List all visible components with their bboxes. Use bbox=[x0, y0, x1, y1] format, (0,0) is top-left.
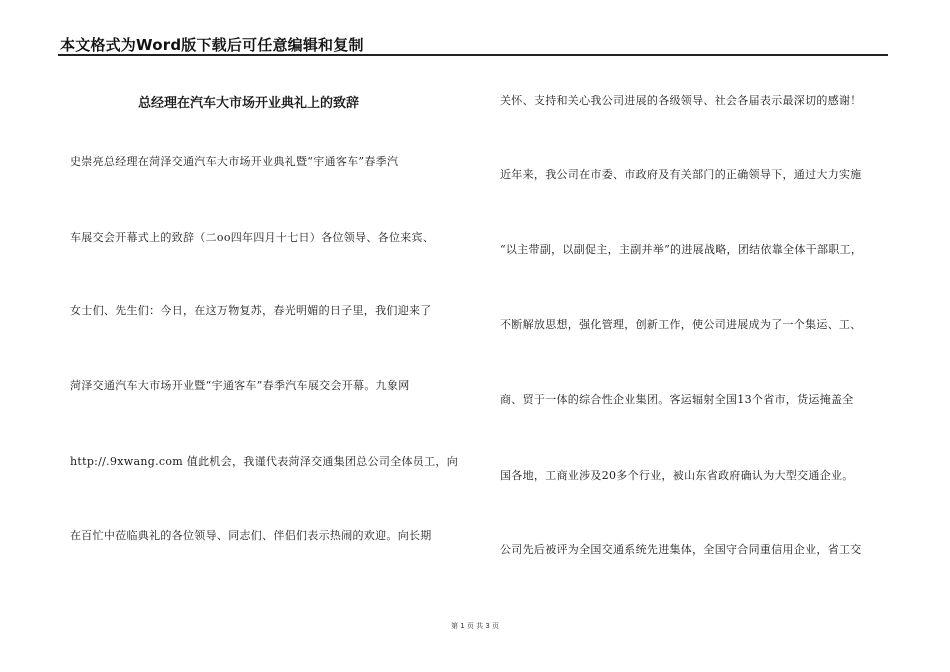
page-number: 第 1 页 共 3 页 bbox=[450, 622, 500, 630]
body-line: 史崇亮总经理在菏泽交通汽车大市场开业典礼暨“宇通客车”春季汽 bbox=[70, 155, 399, 168]
body-line: 菏泽交通汽车大市场开业暨“宇通客车”春季汽车展交会开幕。九象网 bbox=[70, 379, 410, 392]
download-banner: 本文格式为Word版下载后可任意编辑和复制 bbox=[60, 36, 364, 54]
document-title: 总经理在汽车大市场开业典礼上的致辞 bbox=[138, 96, 360, 111]
body-line: 公司先后被评为全国交通系统先进集体，全国守合同重信用企业，省工交 bbox=[500, 543, 862, 556]
body-line: 商、贸于一体的综合性企业集团。客运辐射全国13个省市，货运掩盖全 bbox=[500, 393, 854, 406]
body-line: “以主带副，以副促主，主副并举”的进展战略，团结依靠全体干部职工， bbox=[500, 243, 863, 256]
body-line: http://.9xwang.com 值此机会，我谨代表菏泽交通集团总公司全体员工，向 bbox=[70, 455, 458, 468]
body-line: 近年来，我公司在市委、市政府及有关部门的正确领导下，通过大力实施 bbox=[500, 168, 862, 181]
body-line: 在百忙中莅临典礼的各位领导、同志们、伴侣们表示热闹的欢迎。向长期 bbox=[70, 529, 432, 542]
body-line: 不断解放思想，强化管理，创新工作，使公司进展成为了一个集运、工、 bbox=[500, 318, 862, 331]
banner-divider bbox=[58, 54, 888, 56]
body-line: 国各地，工商业涉及20多个行业，被山东省政府确认为大型交通企业。 bbox=[500, 469, 854, 482]
body-line: 女士们、先生们：今日，在这万物复苏，春光明媚的日子里，我们迎来了 bbox=[70, 304, 432, 317]
body-line: 车展交会开幕式上的致辞（二oo四年四月十七日）各位领导、各位来宾、 bbox=[70, 231, 435, 244]
body-line: 关怀、支持和关心我公司进展的各级领导、社会各届表示最深切的感谢！ bbox=[500, 94, 862, 107]
